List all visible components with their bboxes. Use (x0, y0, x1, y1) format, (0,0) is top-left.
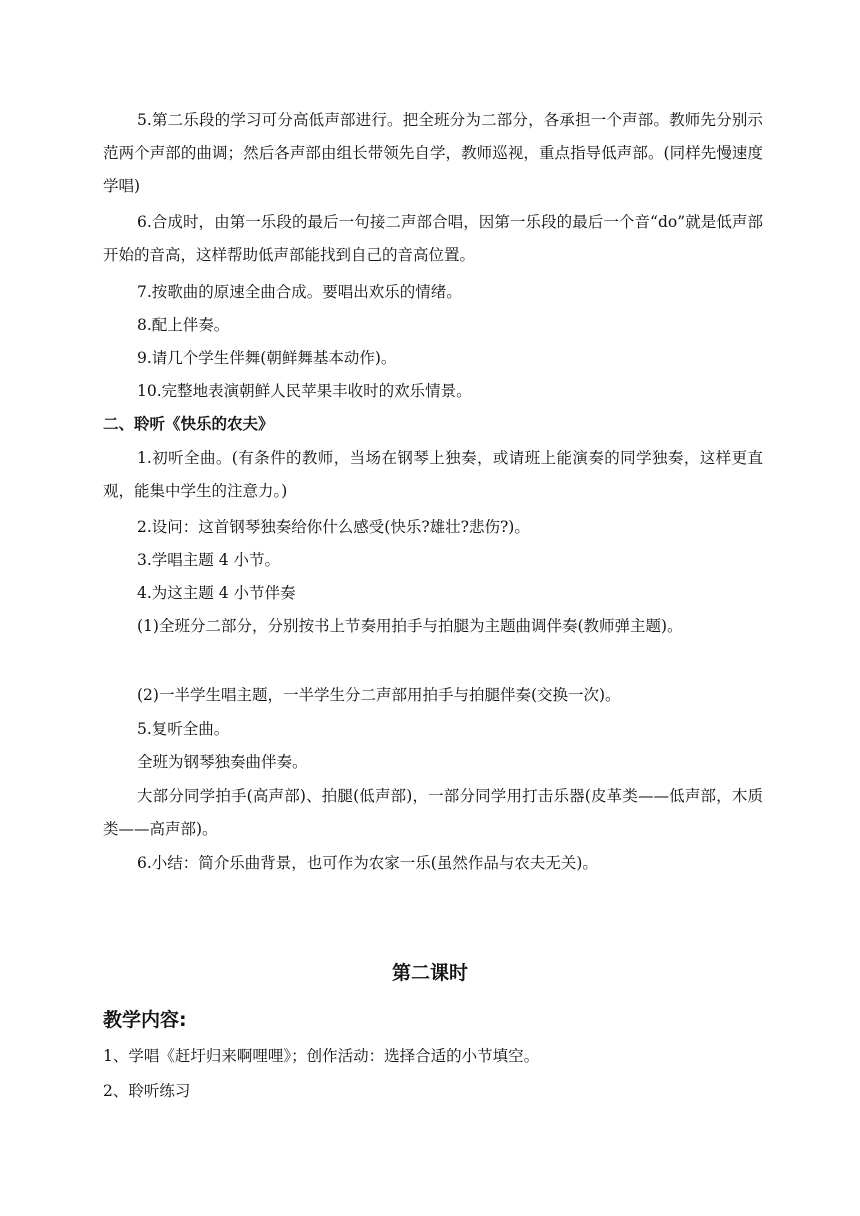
item-6: 6.小结：简介乐曲背景，也可作为农家一乐(虽然作品与农夫无关)。 (137, 854, 598, 872)
item-2: 2.设问：这首钢琴独奏给你什么感受(快乐?雄壮?悲伤?)。 (137, 518, 530, 536)
paragraph-10: 10.完整地表演朝鲜人民苹果丰收时的欢乐情景。 (137, 382, 472, 400)
paragraph-6: 6.合成时，由第一乐段的最后一句接二声部合唱，因第一乐段的最后一个音“do”就是低声部开始的音高，这样帮助低声部能找到自己的音高位置。 (103, 213, 763, 264)
item-1: 1.初听全曲。(有条件的教师，当场在钢琴上独奏，或请班上能演奏的同学独奏，这样更直观，能集中学生的注意力。) (103, 449, 763, 500)
item-5-a: 全班为钢琴独奏曲伴奏。 (137, 753, 308, 771)
lesson-title: 第二课时 (391, 962, 468, 984)
item-3: 3.学唱主题 4 小节。 (137, 551, 281, 569)
item-5-b: 大部分同学拍手(高声部)、拍腿(低声部)，一部分同学用打击乐器(皮革类——低声部，木质类——高声部)。 (103, 787, 763, 838)
section-heading: 二、聆听《快乐的农夫》 (103, 415, 274, 433)
item-4: 4.为这主题 4 小节伴奏 (137, 584, 296, 602)
item-4-1: (1)全班分二部分，分别按书上节奏用拍手与拍腿为主题曲调伴奏(教师弹主题)。 (137, 617, 683, 635)
paragraph-7: 7.按歌曲的原速全曲合成。要唱出欢乐的情绪。 (137, 283, 462, 301)
paragraph-5: 5.第二乐段的学习可分高低声部进行。把全班分为二部分，各承担一个声部。教师先分别示范两个声部的曲调；然后各声部由组长带领先自学，教师巡视，重点指导低声部。(同样先慢速度学唱) (103, 111, 763, 195)
paragraph-8: 8.配上伴奏。 (137, 316, 230, 334)
item-5: 5.复听全曲。 (137, 720, 230, 738)
content-item-2: 2、聆听练习 (103, 1082, 191, 1100)
item-4-2: (2)一半学生唱主题，一半学生分二声部用拍手与拍腿伴奏(交换一次)。 (137, 686, 621, 704)
teaching-content-heading: 教学内容: (103, 1009, 187, 1031)
content-item-1: 1、学唱《赶圩归来啊哩哩》；创作活动：选择合适的小节填空。 (103, 1047, 540, 1065)
paragraph-9: 9.请几个学生伴舞(朝鲜舞基本动作)。 (137, 349, 397, 367)
